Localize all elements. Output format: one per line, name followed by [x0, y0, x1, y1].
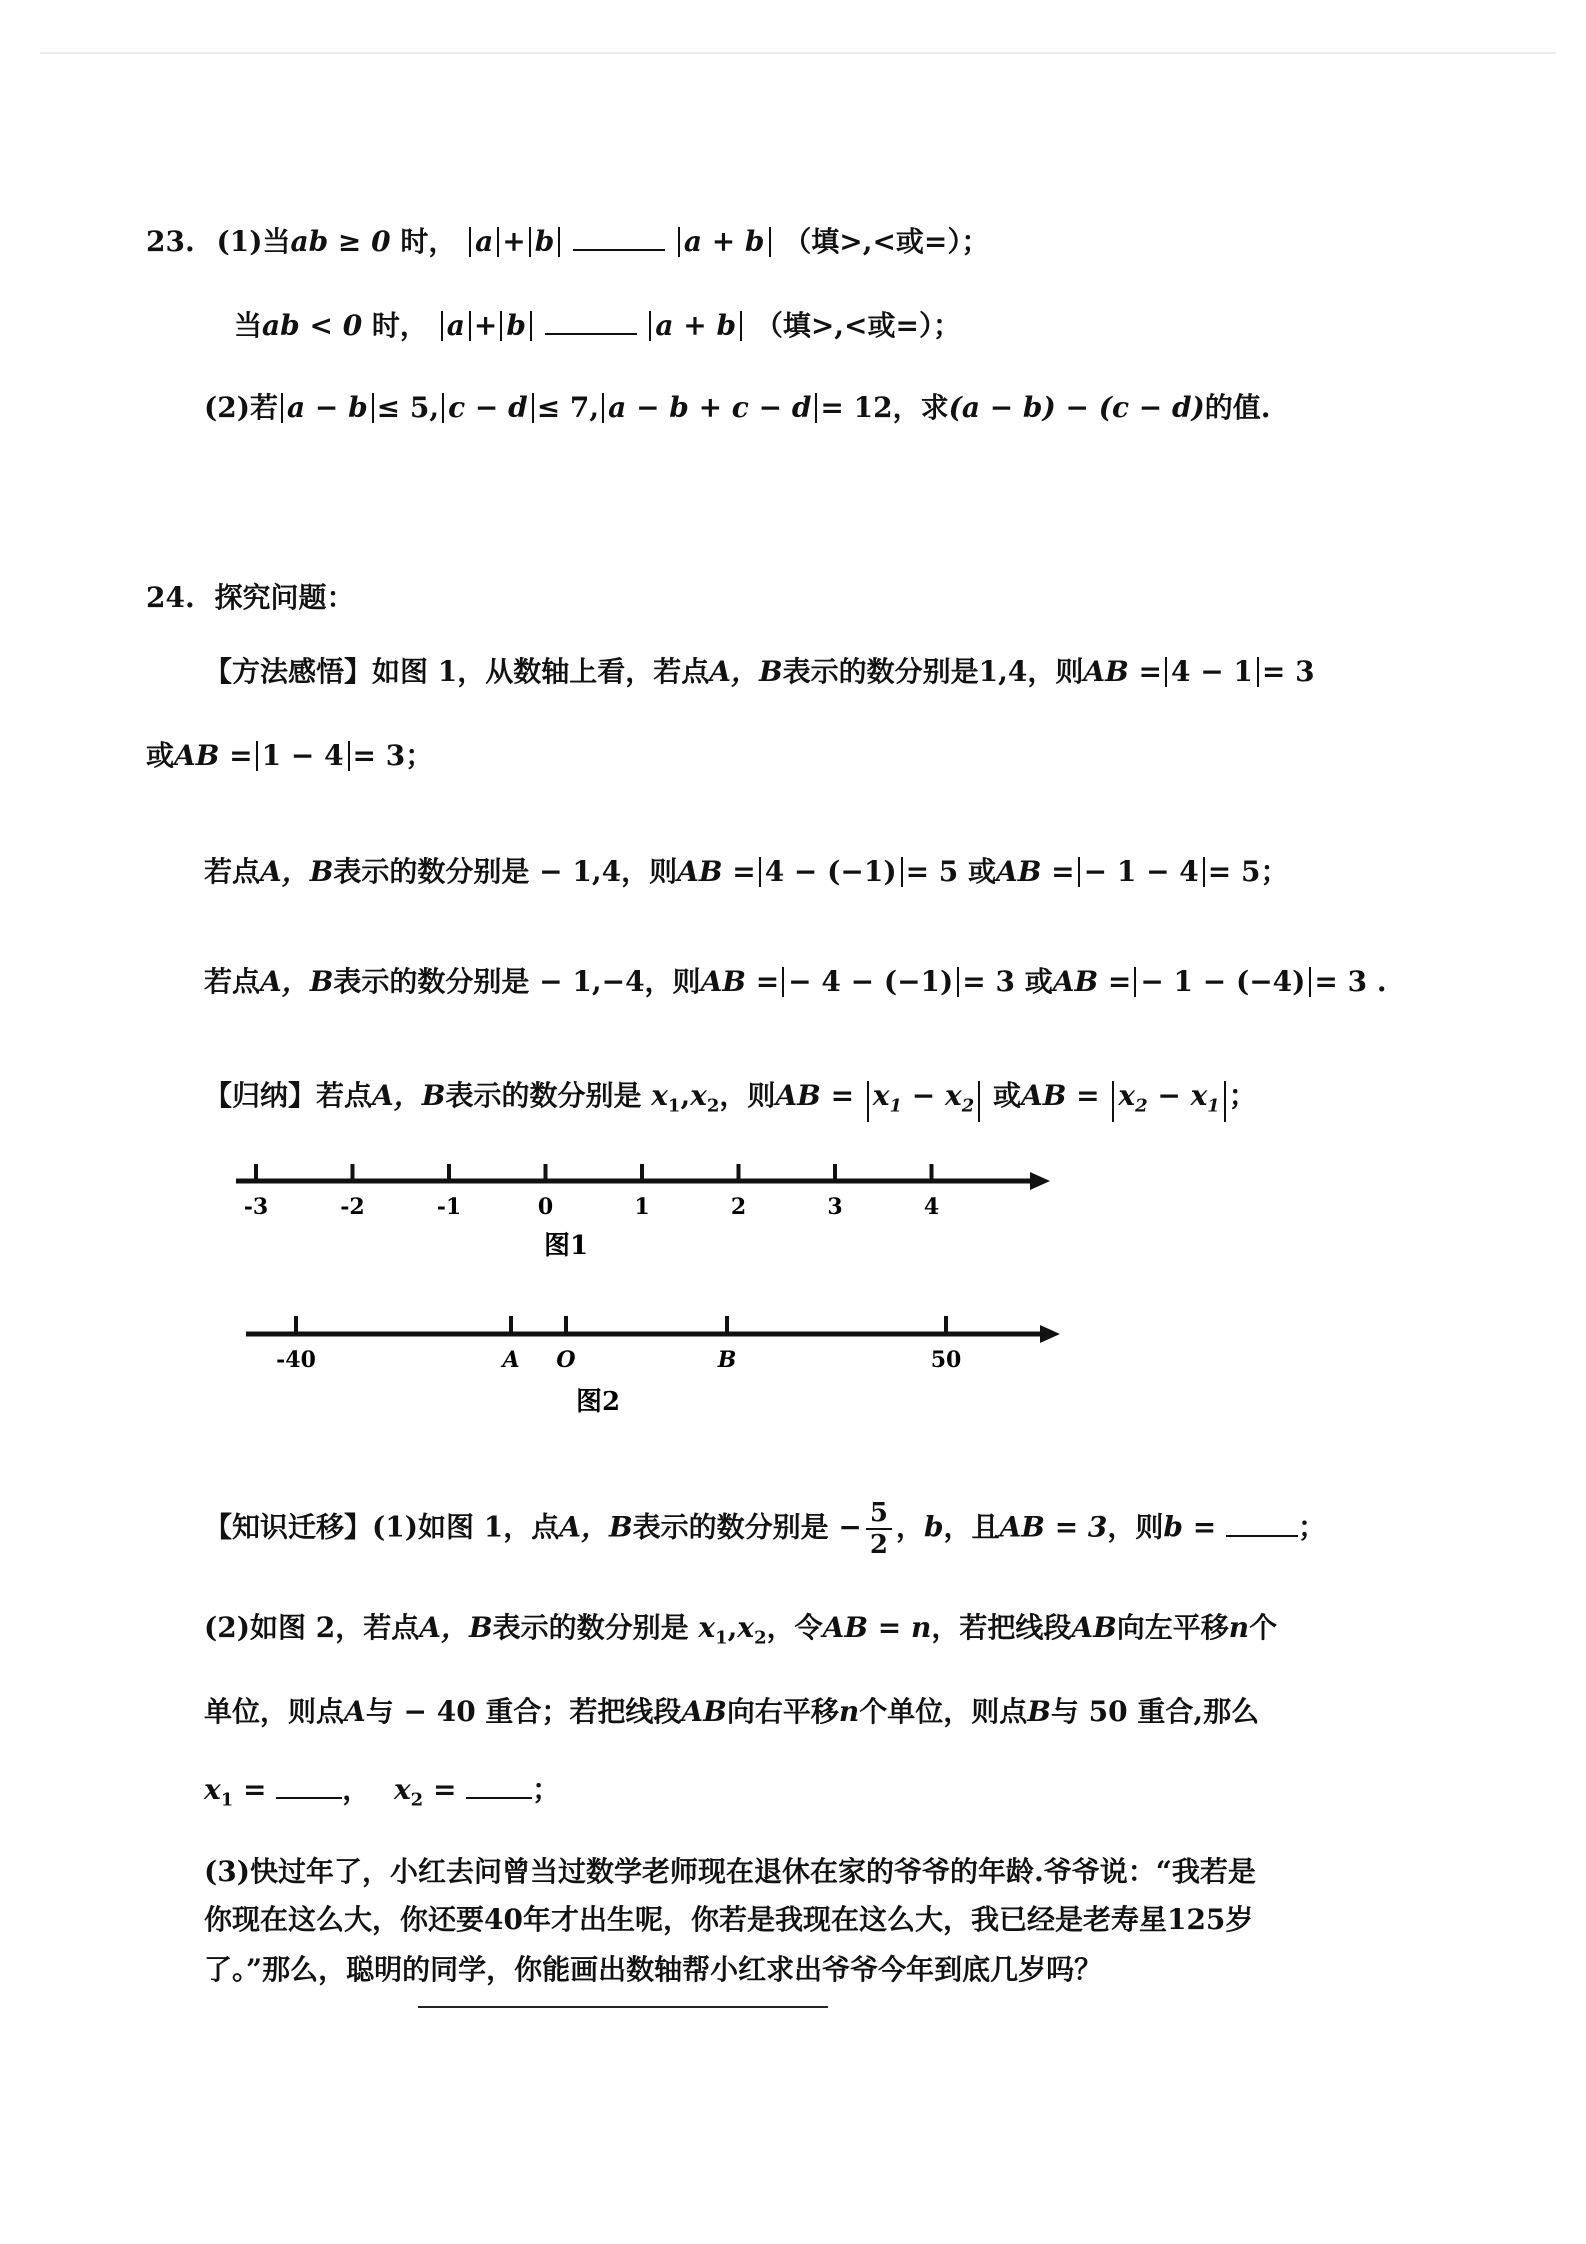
induction-line: 【归纳】若点A，B表示的数分别是 $x_1,x_2$，则AB = $x_1 - x_2$ 或AB = $x_2 - x_1$ ； [204, 1076, 1257, 1127]
fig1-tick-label: 0 [537, 1194, 554, 1220]
transfer-part1: 【知识迁移】(1)如图 1，点A，B表示的数分别是 − $\frac{5}{2}$ ，b，且AB = 3，则b = ； [204, 1498, 1326, 1560]
example-line3: 若点A，B表示的数分别是 − 1,−4，则AB = − 4 − (−1) = 3 或AB = − 1 − (−4) = 3 . [204, 965, 1387, 998]
q24-number: 24. [146, 581, 195, 614]
transfer-part2-line3: $x_1$ = ， $x_2$ = ； [204, 1773, 561, 1811]
fig2-point-label: B [717, 1347, 737, 1373]
fig2-caption: 图2 [575, 1387, 621, 1417]
q23-part2: (2)若 a − b ≤ 5, c − d ≤ 7, a − b + c − d = 12，求(a − b) − (c − d)的值. [204, 391, 1271, 424]
fig2-point-label: -40 [276, 1347, 316, 1373]
transfer-part2-line2: 单位，则点A与 − 40 重合；若把线段AB向右平移n个单位，则点B与 50 重合,那么 [204, 1695, 1260, 1728]
method-line1: 【方法感悟】如图 1，从数轴上看，若点A，B表示的数分别是1,4，则AB = 4 − 1 = 3 [204, 655, 1315, 688]
fig1-arrow-head [1030, 1172, 1050, 1190]
q23-part1-line1: 23. (1)当ab ≥ 0 时， a + b a + b （填>,<或=）； [146, 225, 990, 258]
fig2-arrow-head [1040, 1325, 1060, 1343]
fig2-point-label: A [502, 1347, 520, 1373]
number-line-fig1 [236, 1164, 1050, 1261]
fig1-tick-label: -2 [340, 1194, 365, 1220]
fig1-tick-label: 1 [634, 1194, 650, 1220]
fraction-five-halves: $\frac{5}{2}$ [866, 1498, 892, 1560]
answer-blank-x1[interactable] [276, 1771, 342, 1799]
fig1-tick-label: -3 [243, 1194, 269, 1220]
number-line-fig2 [246, 1316, 1060, 1417]
fig1-tick-label: 3 [827, 1194, 843, 1220]
fig2-point-label: O [556, 1347, 576, 1373]
answer-blank-b[interactable] [1226, 1509, 1298, 1537]
example-line2: 若点A，B表示的数分别是 − 1,4，则AB = 4 − (−1) = 5 或AB = − 1 − 4 = 5； [204, 855, 1289, 888]
q23-part1-line2: 当ab < 0 时， a + b a + b （填>,<或=）； [234, 309, 961, 342]
fig1-caption: 图1 [543, 1231, 589, 1261]
fig2-point-label: 50 [930, 1347, 962, 1373]
q23-number: 23. [146, 225, 195, 258]
transfer-part3-line3: 了。”那么，聪明的同学，你能画出数轴帮小红求出爷爷今年到底几岁吗？ [204, 1953, 1103, 1986]
fig1-tick-label: 2 [730, 1194, 747, 1220]
fig1-tick-label: -1 [436, 1194, 462, 1220]
transfer-part3-line1: (3)快过年了，小红去问曾当过数学老师现在退休在家的爷爷的年龄.爷爷说：“我若是 [204, 1855, 1256, 1888]
transfer-part3-line2: 你现在这么大，你还要40年才出生呢，你若是我现在这么大，我已经是老寿星125岁 [204, 1903, 1254, 1936]
bottom-rule [418, 2006, 828, 2008]
transfer-part2-line1: (2)如图 2，若点A，B表示的数分别是 $x_1,x_2$，令AB = n，若把线段AB向左平移n个 [204, 1611, 1278, 1649]
method-line2: 或AB = 1 − 4 = 3； [146, 739, 434, 772]
answer-blank-x2[interactable] [466, 1771, 532, 1799]
fig1-tick-label: 4 [923, 1194, 940, 1220]
q24-title: 24. 探究问题： [146, 581, 355, 614]
